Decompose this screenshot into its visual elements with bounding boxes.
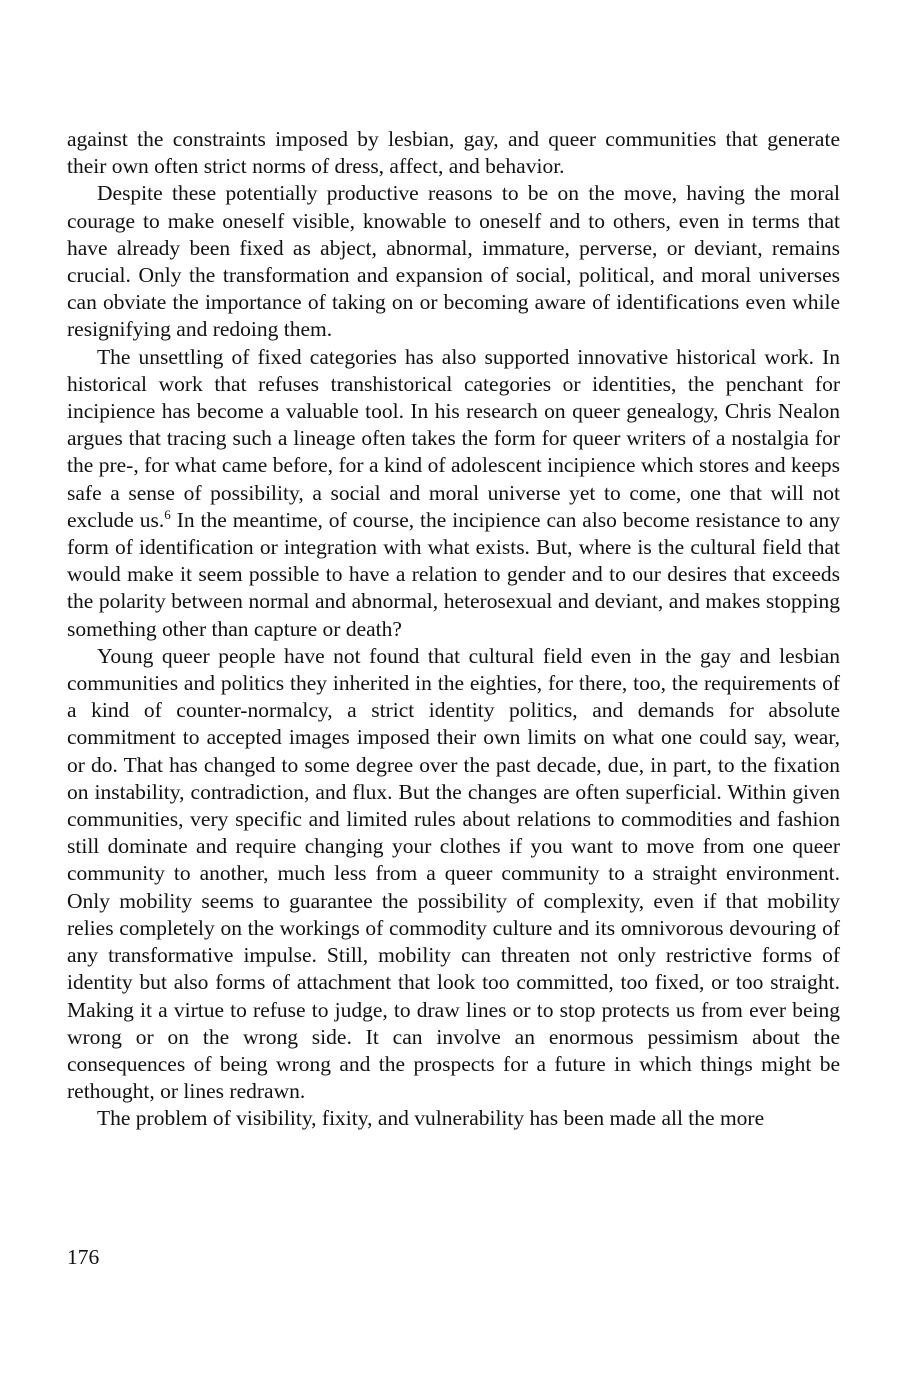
paragraph-historical-work-text: The unsettling of fixed categories has also supported innovative historical work. In historical work that refuses transhistorical categories or identities, the penchant for incipience has become a valuable tool. In his research on queer genealogy, Chris Nealon argues that tracing such a lineage often takes the form for queer writers of a nostalgia for the pre-, for what came before, for a kind of adolescent incipience which stores and keeps safe a sense of possibility, a social and moral universe yet to come, one that will not exclude us. (67, 344, 840, 532)
paragraph-historical-work-text-cont: In the meantime, of course, the incipience can also become resistance to any form of identification or integration with what exists. But, where is the cultural field that would make it seem possible to have a relation to gender and to our desires that exceeds the polarity between normal and abnormal, heterosexual and deviant, and makes stopping something other than capture or death? (67, 507, 840, 641)
page-number: 176 (67, 1245, 100, 1269)
paragraph-visibility-problem: The problem of visibility, fixity, and vulnerability has been made all the more (97, 1106, 765, 1131)
paragraph-moral-courage: Despite these potentially productive reasons to be on the move, having the moral courage to make oneself visible, knowable to oneself and to others, even in terms that have already been fixed as abject, abnormal, immature, perverse, or deviant, remains crucial. Only the transformation and expansion of social, political, and moral universes can obviate the importance of taking on or becoming aware of identifications even while resignifying and redoing them. (67, 181, 840, 342)
paragraph-young-queer-people: Young queer people have not found that cultural field even in the gay and lesbian communities and politics they inherited in the eighties, for there, too, the requirements of a kind of counter-normalcy, a strict identity politics, and demands for absolute commitment to accepted images imposed their own limits on what one could say, wear, or do. That has changed to some degree over the past decade, due, in part, to the fixation on instability, contradiction, and flux. But the changes are often superficial. Within given communities, very specific and limited rules about relations to commodities and fashion still dominate and require changing your clothes if you want to move from one queer community to another, much less from a queer community to a straight environment. Only mobility seems to guarantee the possibility of complexity, even if that mobility relies completely on the workings of commodity culture and its omnivorous devouring of any transformative impulse. Still, mobility can threaten not only restrictive forms of identity but also forms of attachment that look too committed, too fixed, or too straight. Making it a virtue to refuse to judge, to draw lines or to stop protects us from ever being wrong or on the wrong side. It can involve an enormous pessimism about the consequences of being wrong and the prospects for a future in which things might be rethought, or lines redrawn. (67, 643, 840, 1104)
footnote-marker: 6 (164, 506, 171, 522)
paragraph-continuation: against the constraints imposed by lesbian, gay, and queer communities that generate their own often strict norms of dress, affect, and behavior. (67, 127, 840, 179)
paragraph-historical-work (67, 344, 840, 643)
body-text (67, 126, 840, 1133)
